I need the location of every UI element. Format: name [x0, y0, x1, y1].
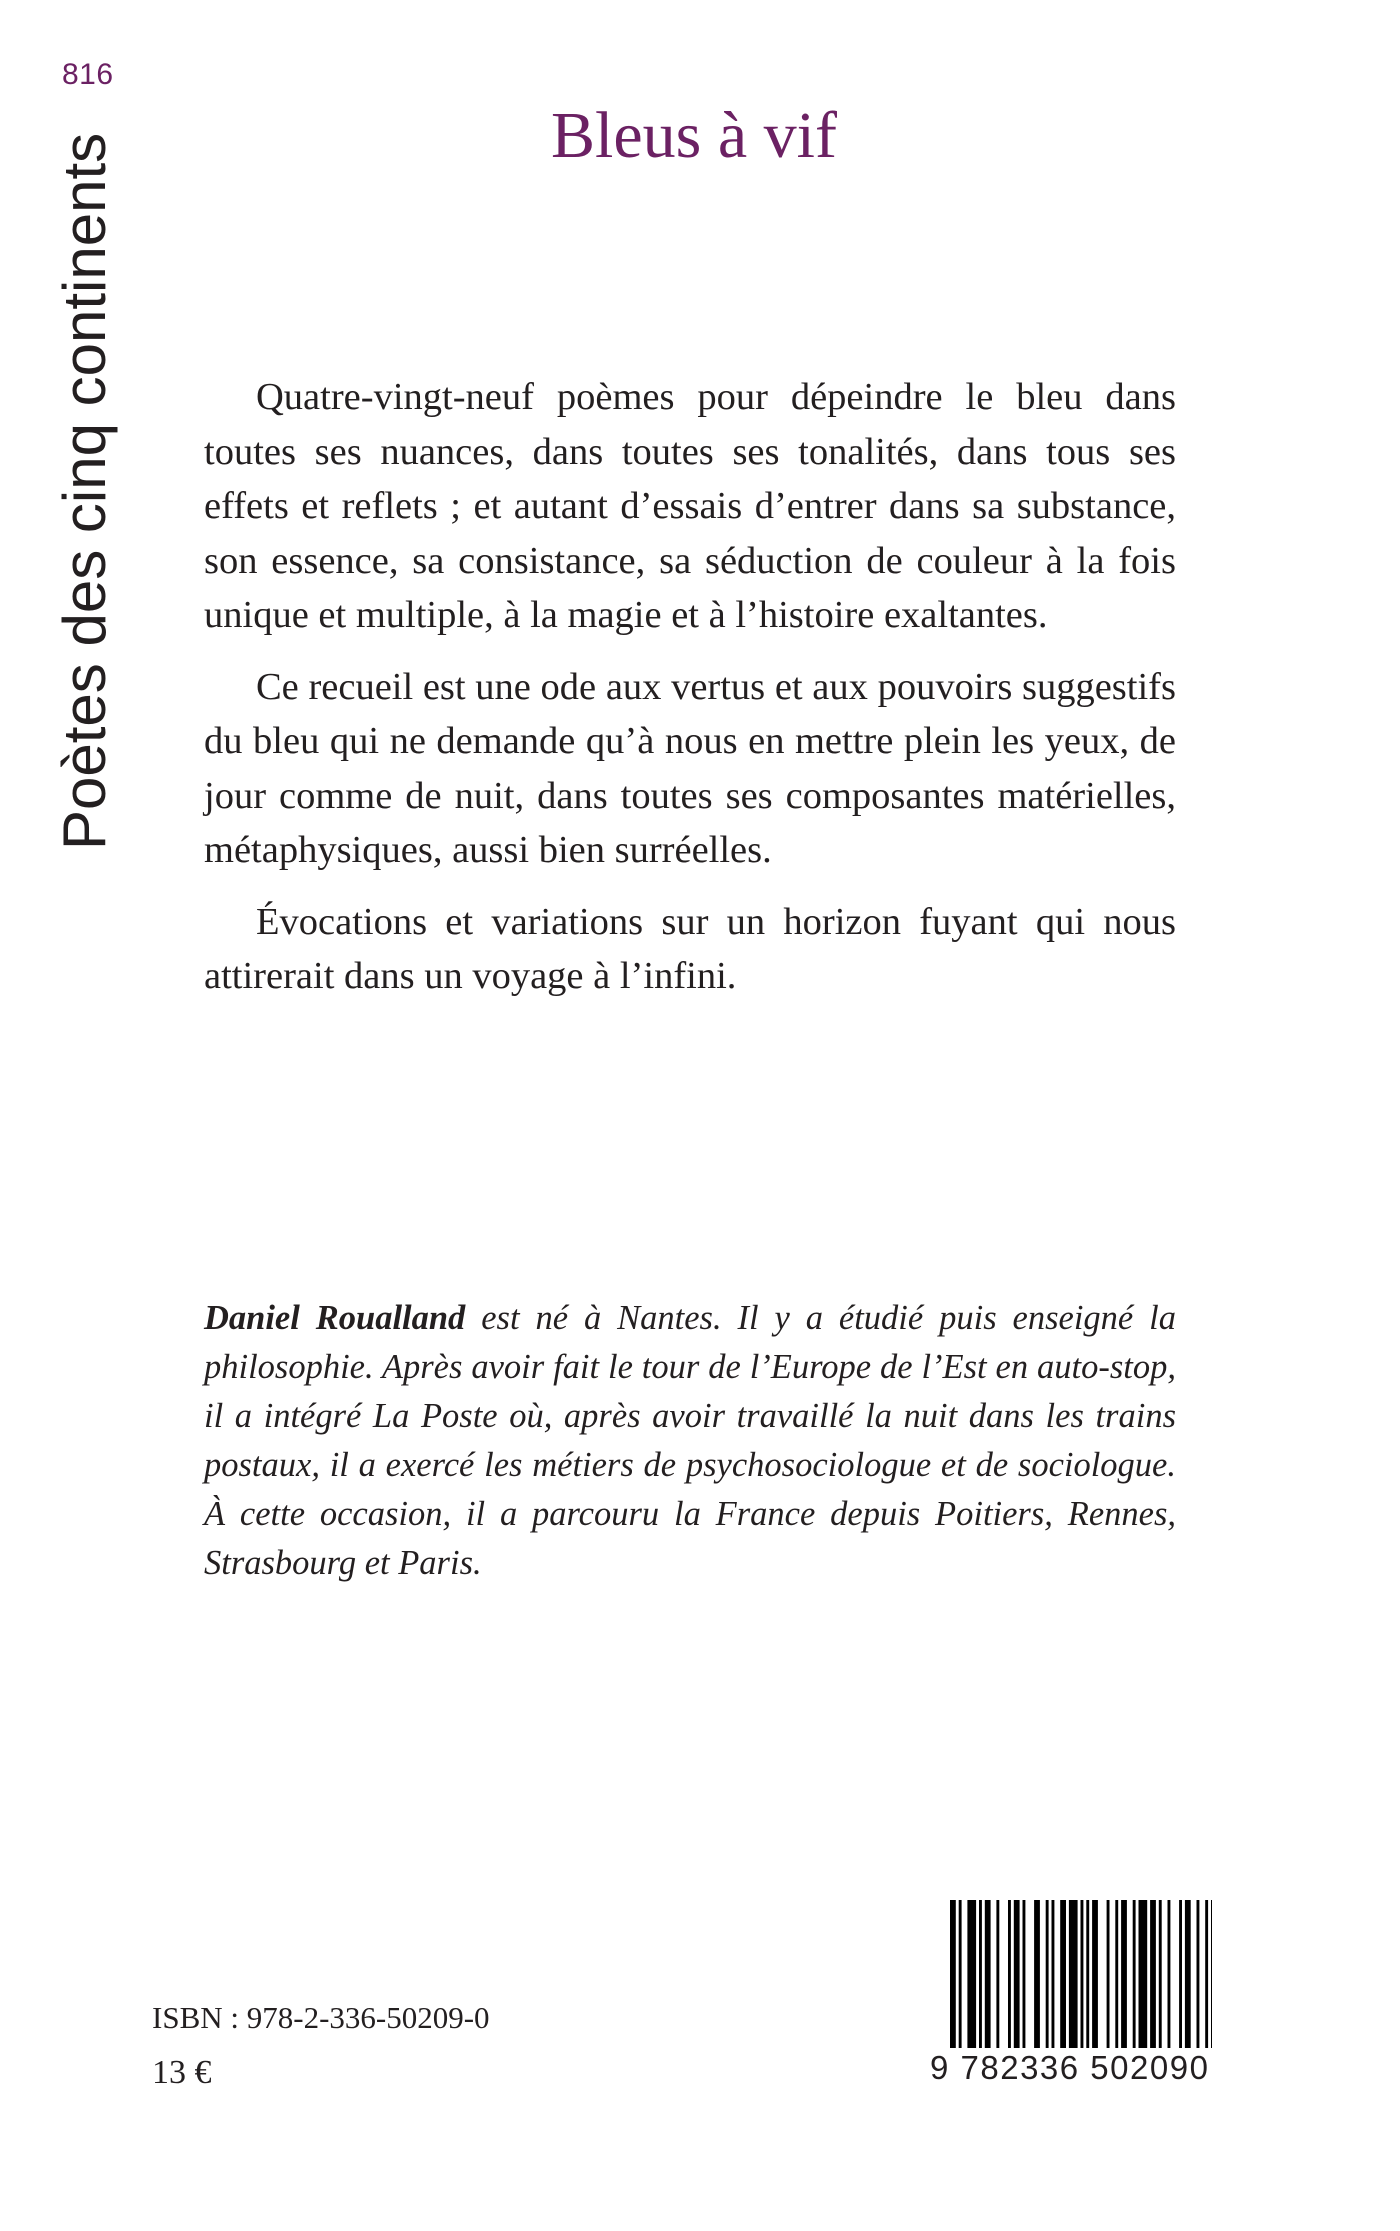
book-title: Bleus à vif	[551, 99, 837, 172]
barcode-bar	[1205, 1900, 1208, 2048]
barcode-bar	[959, 1900, 962, 2060]
barcode-bar	[1052, 1900, 1055, 2048]
barcode-bar	[1060, 1900, 1066, 2048]
blurb-paragraph: Évocations et variations sur un horizon fuyant qui nous attirerait dans un voyage à l’infini.	[204, 900, 1176, 997]
blurb	[204, 370, 1176, 1021]
barcode-bar	[1092, 1900, 1098, 2048]
barcode-bar	[1133, 1900, 1136, 2060]
barcode-bar	[1159, 1900, 1162, 2048]
barcode-bar	[1034, 1900, 1040, 2048]
author-bio	[204, 1294, 1176, 1588]
barcode-bar	[1014, 1900, 1020, 2048]
author-bio-text: est né à Nantes. Il y a étudié puis enseigné la philosophie. Après avoir fait le tour de l’Europe de l’Est en auto-stop, il a intégré La Poste où, après avoir travaillé la nuit dans les trains postaux, il a exercé les métiers de psychosociologue et de sociologue. À cette occasion, il a parcouru la France depuis Poitiers, Rennes, Strasbourg et Paris.	[204, 1299, 1176, 1582]
blurb-paragraph: Quatre-vingt-neuf poèmes pour dépeindre le bleu dans toutes ses nuances, dans toutes ses tonalités, dans tous ses effets et reflets ; et autant d’essais d’entrer dans sa substance, son essence, sa consistance, sa séduction de couleur à la fois unique et multiple, à la magie et à l’histoire exaltantes.	[204, 376, 1176, 636]
isbn: ISBN : 978-2-336-50209-0	[152, 2000, 490, 2035]
barcode-bar	[979, 1900, 982, 2048]
barcode-bar	[1046, 1900, 1049, 2048]
barcode-bar	[1023, 1900, 1026, 2048]
barcode-digits: 9 782336 502090	[930, 2048, 1212, 2088]
barcode-bar	[996, 1900, 999, 2048]
barcode-bar	[967, 1900, 976, 2048]
series-number: 816	[62, 58, 114, 91]
barcode-bar	[985, 1900, 991, 2048]
barcode-bar	[1168, 1900, 1171, 2048]
price: 13 €	[152, 2054, 212, 2091]
barcode-bar	[1150, 1900, 1156, 2048]
barcode-bar	[1107, 1900, 1110, 2048]
author-name: Daniel Roualland	[204, 1299, 466, 1337]
barcode-bar	[1179, 1900, 1182, 2048]
barcode-icon	[950, 1900, 1212, 2060]
barcode-bar	[1008, 1900, 1011, 2048]
blurb-paragraph: Ce recueil est une ode aux vertus et aux pouvoirs suggestifs du bleu qui ne demande qu’à nous en mettre plein les yeux, de jour comme de nuit, dans toutes ses composantes matérielles, métaphysiques, aussi bien surréelles.	[204, 665, 1176, 871]
barcode-bar	[1197, 1900, 1200, 2048]
barcode-bar	[1086, 1900, 1089, 2048]
barcode-bar	[1211, 1900, 1212, 2048]
series-name: Poètes des cinq continents	[51, 132, 118, 850]
barcode-bar	[1115, 1900, 1118, 2048]
barcode-bar	[1185, 1900, 1191, 2048]
barcode-bar	[1139, 1900, 1148, 2048]
barcode-bar	[1069, 1900, 1078, 2048]
barcode	[930, 1900, 1212, 2090]
barcode-bar	[1081, 1900, 1084, 2048]
barcode-bar	[950, 1900, 956, 2060]
barcode-bar	[1121, 1900, 1127, 2060]
